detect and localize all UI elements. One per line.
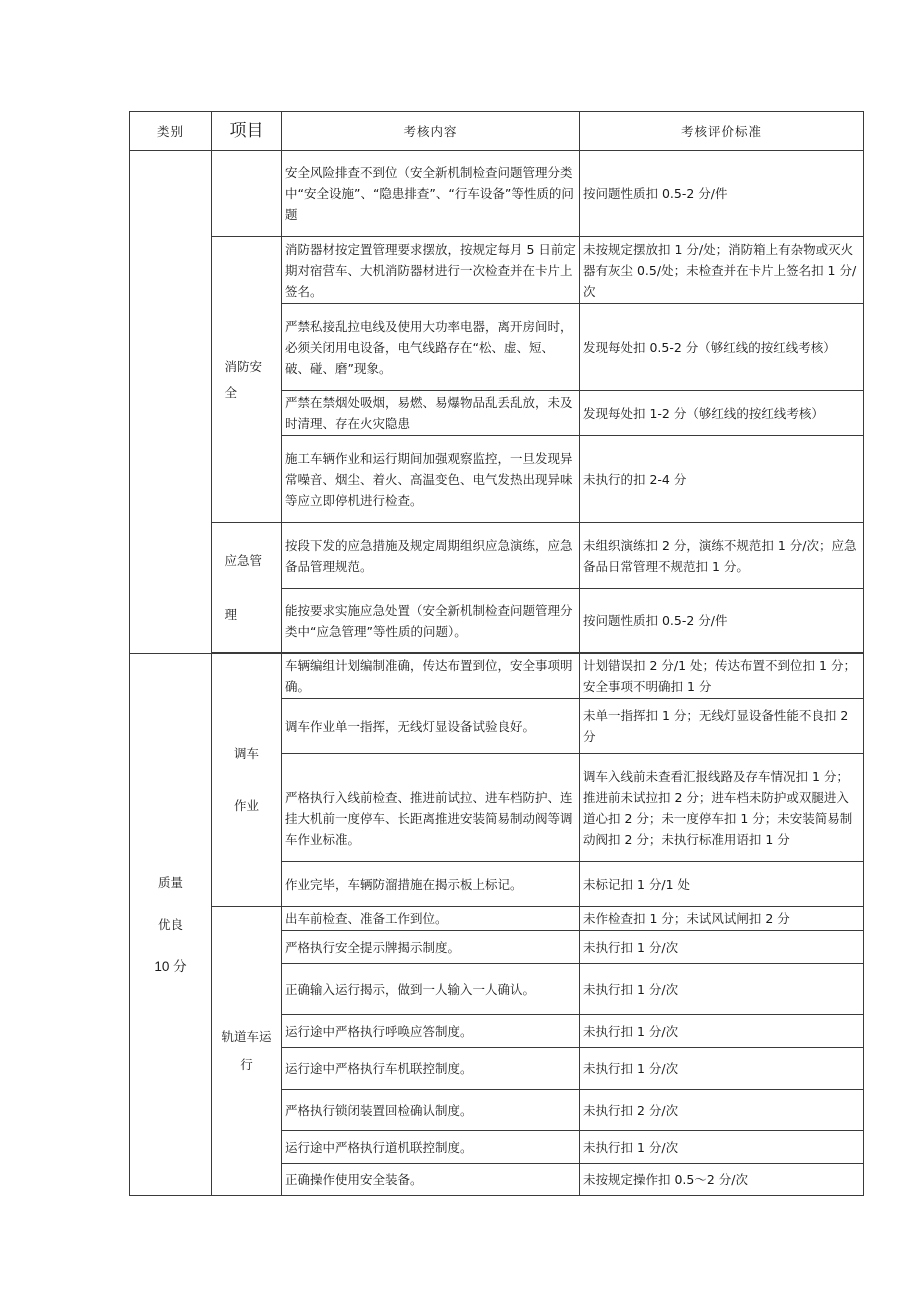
standard-cell: 未执行扣 1 分/次 (580, 931, 864, 964)
item-shunting (212, 654, 282, 907)
standard-cell: 未组织演练扣 2 分，演练不规范扣 1 分/次；应急备品日常管理不规范扣 1 分。 (580, 523, 864, 589)
content-cell: 消防器材按定置管理要求摆放，按规定每月 5 日前定期对宿营车、大机消防器材进行一次检查并在卡片上签名。 (282, 237, 580, 304)
item-emergency (212, 523, 282, 653)
table-row (130, 907, 864, 931)
item-label: 作业 (233, 798, 259, 813)
content-cell: 施工车辆作业和运行期间加强观察监控，一旦发现异常噪音、烟尘、着火、高温变色、电气发热出现异味等应立即停机进行检查。 (282, 436, 580, 523)
category-safety (130, 151, 212, 654)
assessment-table (129, 111, 864, 1196)
standard-cell: 未按规定摆放扣 1 分/处；消防箱上有杂物或灭火器有灰尘 0.5/处；未检查并在卡片上签名扣 1 分/次 (580, 237, 864, 304)
standard-cell: 按问题性质扣 0.5-2 分/件 (580, 589, 864, 653)
standard-cell: 未执行的扣 2-4 分 (580, 436, 864, 523)
standard-cell: 按问题性质扣 0.5-2 分/件 (580, 151, 864, 237)
content-cell: 运行途中严格执行道机联控制度。 (282, 1131, 580, 1164)
content-cell: 严格执行锁闭装置回检确认制度。 (282, 1090, 580, 1131)
standard-cell: 发现每处扣 1-2 分（够红线的按红线考核） (580, 391, 864, 436)
content-cell: 正确操作使用安全装备。 (282, 1164, 580, 1196)
table-row (130, 654, 864, 699)
standard-cell: 未单一指挥扣 1 分；无线灯显设备性能不良扣 2 分 (580, 699, 864, 754)
content-cell: 正确输入运行揭示，做到一人输入一人确认。 (282, 964, 580, 1015)
standard-cell: 未作检查扣 1 分；未试风试闸扣 2 分 (580, 907, 864, 931)
standard-cell: 未执行扣 1 分/次 (580, 964, 864, 1015)
standard-cell: 未执行扣 1 分/次 (580, 1048, 864, 1090)
item-empty (212, 151, 282, 237)
header-category: 类别 (130, 112, 212, 151)
standard-cell: 调车入线前未查看汇报线路及存车情况扣 1 分；推进前未试拉扣 2 分；进车档未防护或双腿进入道心扣 2 分；未一度停车扣 1 分；未安装简易制动阀扣 2 分；未执行标准用语扣 1 分 (580, 754, 864, 862)
content-cell: 运行途中严格执行呼唤应答制度。 (282, 1015, 580, 1048)
content-cell: 严格执行入线前检查、推进前试拉、进车档防护、连挂大机前一度停车、长距离推进安装简易制动阀等调车作业标准。 (282, 754, 580, 862)
standard-cell: 未执行扣 1 分/次 (580, 1015, 864, 1048)
item-label: 应急管理 (224, 552, 263, 622)
item-label: 消防安全 (224, 358, 263, 400)
content-cell: 严格执行安全提示牌揭示制度。 (282, 931, 580, 964)
category-line: 优良 (157, 916, 183, 932)
item-label: 轨道车运 (221, 1029, 272, 1044)
content-cell: 安全风险排查不到位（安全新机制检查问题管理分类中“安全设施”、“隐患排查”、“行车设备”等性质的问题 (282, 151, 580, 237)
table-header-row (130, 112, 864, 151)
item-track-car (212, 907, 282, 1196)
standard-cell: 未按规定操作扣 0.5～2 分/次 (580, 1164, 864, 1196)
table-row (130, 151, 864, 237)
table-row (130, 523, 864, 589)
standard-cell: 未标记扣 1 分/1 处 (580, 862, 864, 907)
category-line: 质量 (157, 874, 183, 890)
table-row (130, 237, 864, 304)
standard-cell: 计划错误扣 2 分/1 处；传达布置不到位扣 1 分；安全事项不明确扣 1 分 (580, 654, 864, 699)
content-cell: 出车前检查、准备工作到位。 (282, 907, 580, 931)
category-score: 10 分 (154, 958, 187, 974)
content-cell: 能按要求实施应急处置（安全新机制检查问题管理分类中“应急管理”等性质的问题）。 (282, 589, 580, 653)
header-standard: 考核评价标准 (580, 112, 864, 151)
content-cell: 按段下发的应急措施及规定周期组织应急演练，应急备品管理规范。 (282, 523, 580, 589)
content-cell: 严禁在禁烟处吸烟，易燃、易爆物品乱丢乱放，未及时清理、存在火灾隐患 (282, 391, 580, 436)
content-cell: 运行途中严格执行车机联控制度。 (282, 1048, 580, 1090)
standard-cell: 发现每处扣 0.5-2 分（够红线的按红线考核） (580, 304, 864, 391)
header-content: 考核内容 (282, 112, 580, 151)
standard-cell: 未执行扣 2 分/次 (580, 1090, 864, 1131)
header-item: 项目 (212, 112, 282, 151)
standard-cell: 未执行扣 1 分/次 (580, 1131, 864, 1164)
content-cell: 作业完毕，车辆防溜措施在揭示板上标记。 (282, 862, 580, 907)
item-label: 行 (240, 1057, 253, 1072)
content-cell: 车辆编组计划编制准确，传达布置到位，安全事项明确。 (282, 654, 580, 699)
content-cell: 严禁私接乱拉电线及使用大功率电器，离开房间时，必须关闭用电设备，电气线路存在“松、虚、短、破、碰、磨”现象。 (282, 304, 580, 391)
category-quality (130, 654, 212, 1196)
content-cell: 调车作业单一指挥，无线灯显设备试验良好。 (282, 699, 580, 754)
item-label: 调车 (233, 746, 259, 761)
item-fire-safety (212, 237, 282, 523)
